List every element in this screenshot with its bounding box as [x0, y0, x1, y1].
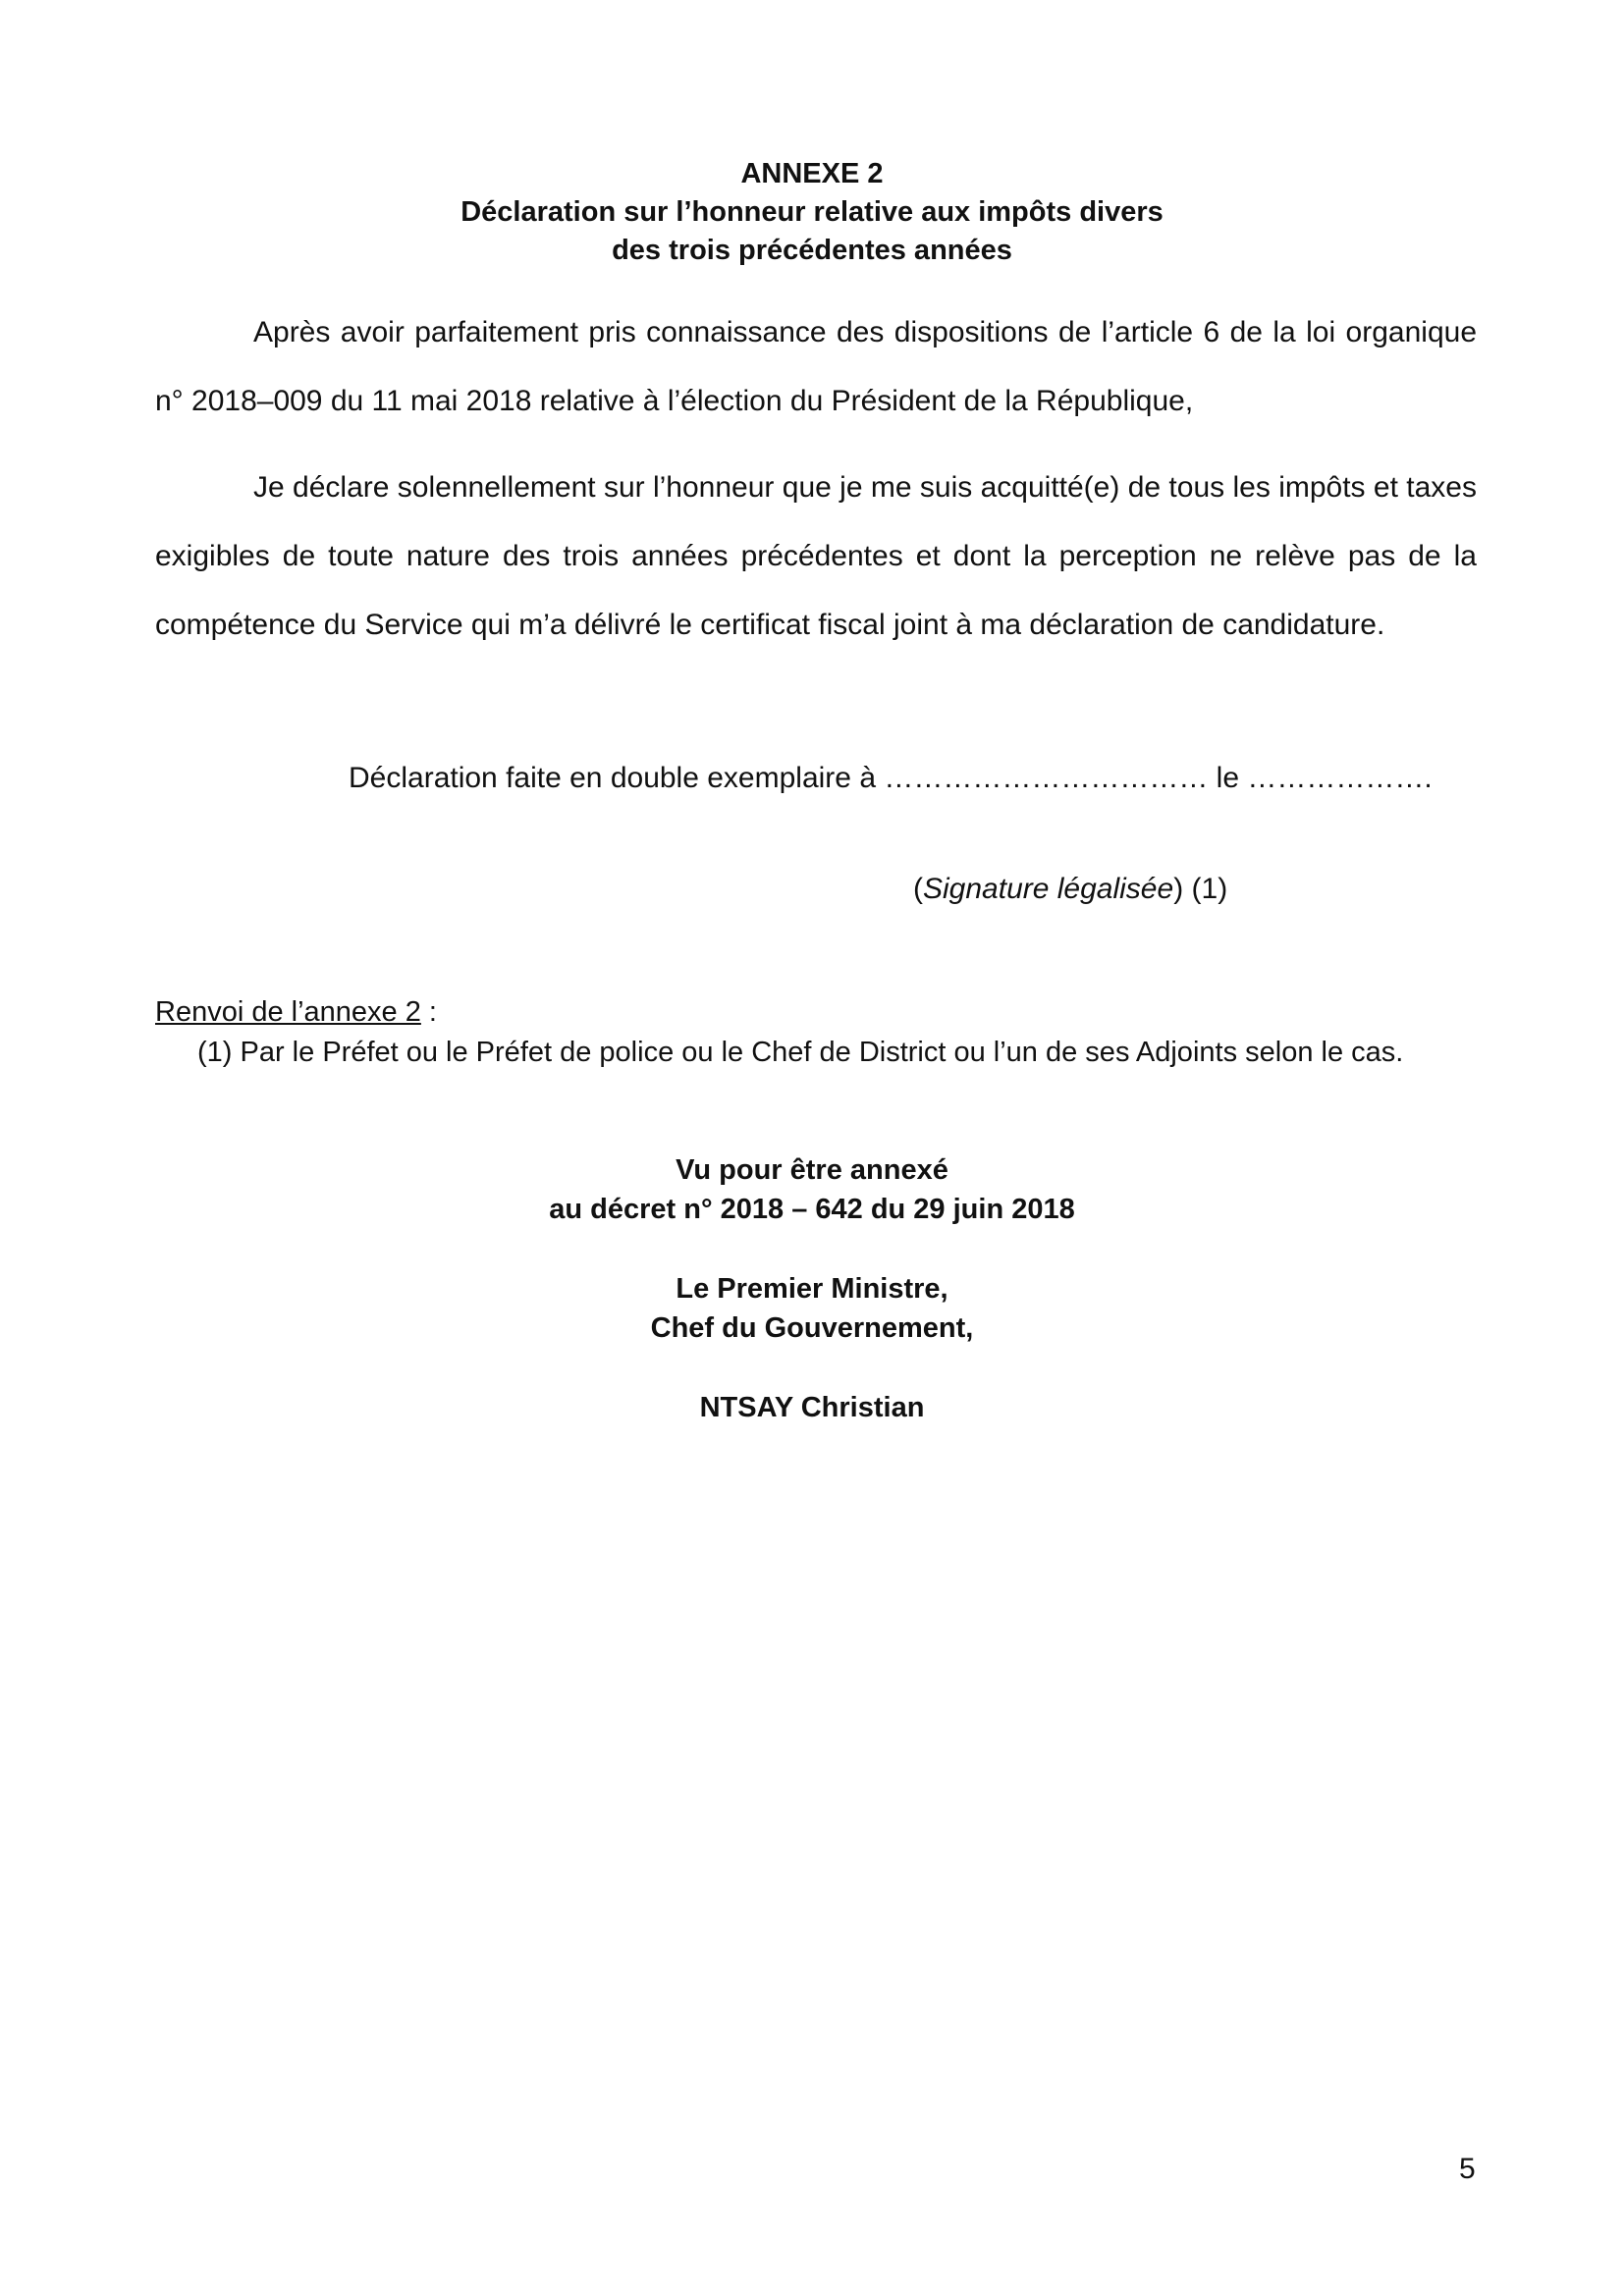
signature-label: Signature légalisée — [923, 873, 1174, 905]
paragraph-declaration: Je déclare solennellement sur l’honneur que je me suis acquitté(e) de tous les impôts et taxes exigibles de toute nature des trois années précédentes et dont la perception ne relève pas de la compétence du Service qui m’a délivré le certificat fiscal joint à ma déclaration de candidature. — [155, 471, 1477, 641]
minister-title-line-1: Le Premier Ministre, — [676, 1273, 948, 1305]
signature-open-paren: ( — [913, 873, 923, 905]
signatory-name: NTSAY Christian — [699, 1392, 925, 1423]
minister-title-line-2: Chef du Gouvernement, — [650, 1312, 974, 1344]
annex-subtitle-line-1: Déclaration sur l’honneur relative aux impôts divers — [460, 196, 1164, 228]
minister-title-block — [0, 1269, 1624, 1348]
annexed-line-1: Vu pour être annexé — [676, 1154, 948, 1186]
declaration-place-date-line: Déclaration faite en double exemplaire à …………………………… le ………………. — [349, 762, 1433, 794]
footnote-heading-text: Renvoi de l’annexe 2 — [155, 996, 421, 1028]
annex-subtitle-line-2: des trois précédentes années — [612, 235, 1012, 266]
annex-title: ANNEXE 2 — [740, 158, 884, 189]
signatory-block — [0, 1388, 1624, 1427]
annex-title-block — [0, 155, 1624, 270]
annexed-line-2: au décret n° 2018 – 642 du 29 juin 2018 — [549, 1194, 1075, 1225]
footnote-heading — [155, 992, 437, 1032]
footnote-item-1: (1) Par le Préfet ou le Préfet de police ou le Chef de District ou l’un de ses Adjoints selon le cas. — [197, 1037, 1404, 1068]
page-number: 5 — [1459, 2153, 1476, 2185]
footnote-heading-colon: : — [420, 996, 437, 1028]
signature-line — [913, 870, 1227, 909]
paragraph-preamble: Après avoir parfaitement pris connaissance des dispositions de l’article 6 de la loi organique n° 2018–009 du 11 mai 2018 relative à l’élection du Président de la République, — [155, 316, 1477, 417]
signature-note-ref: ) (1) — [1173, 873, 1228, 905]
annexed-to-decree-block — [0, 1150, 1624, 1229]
